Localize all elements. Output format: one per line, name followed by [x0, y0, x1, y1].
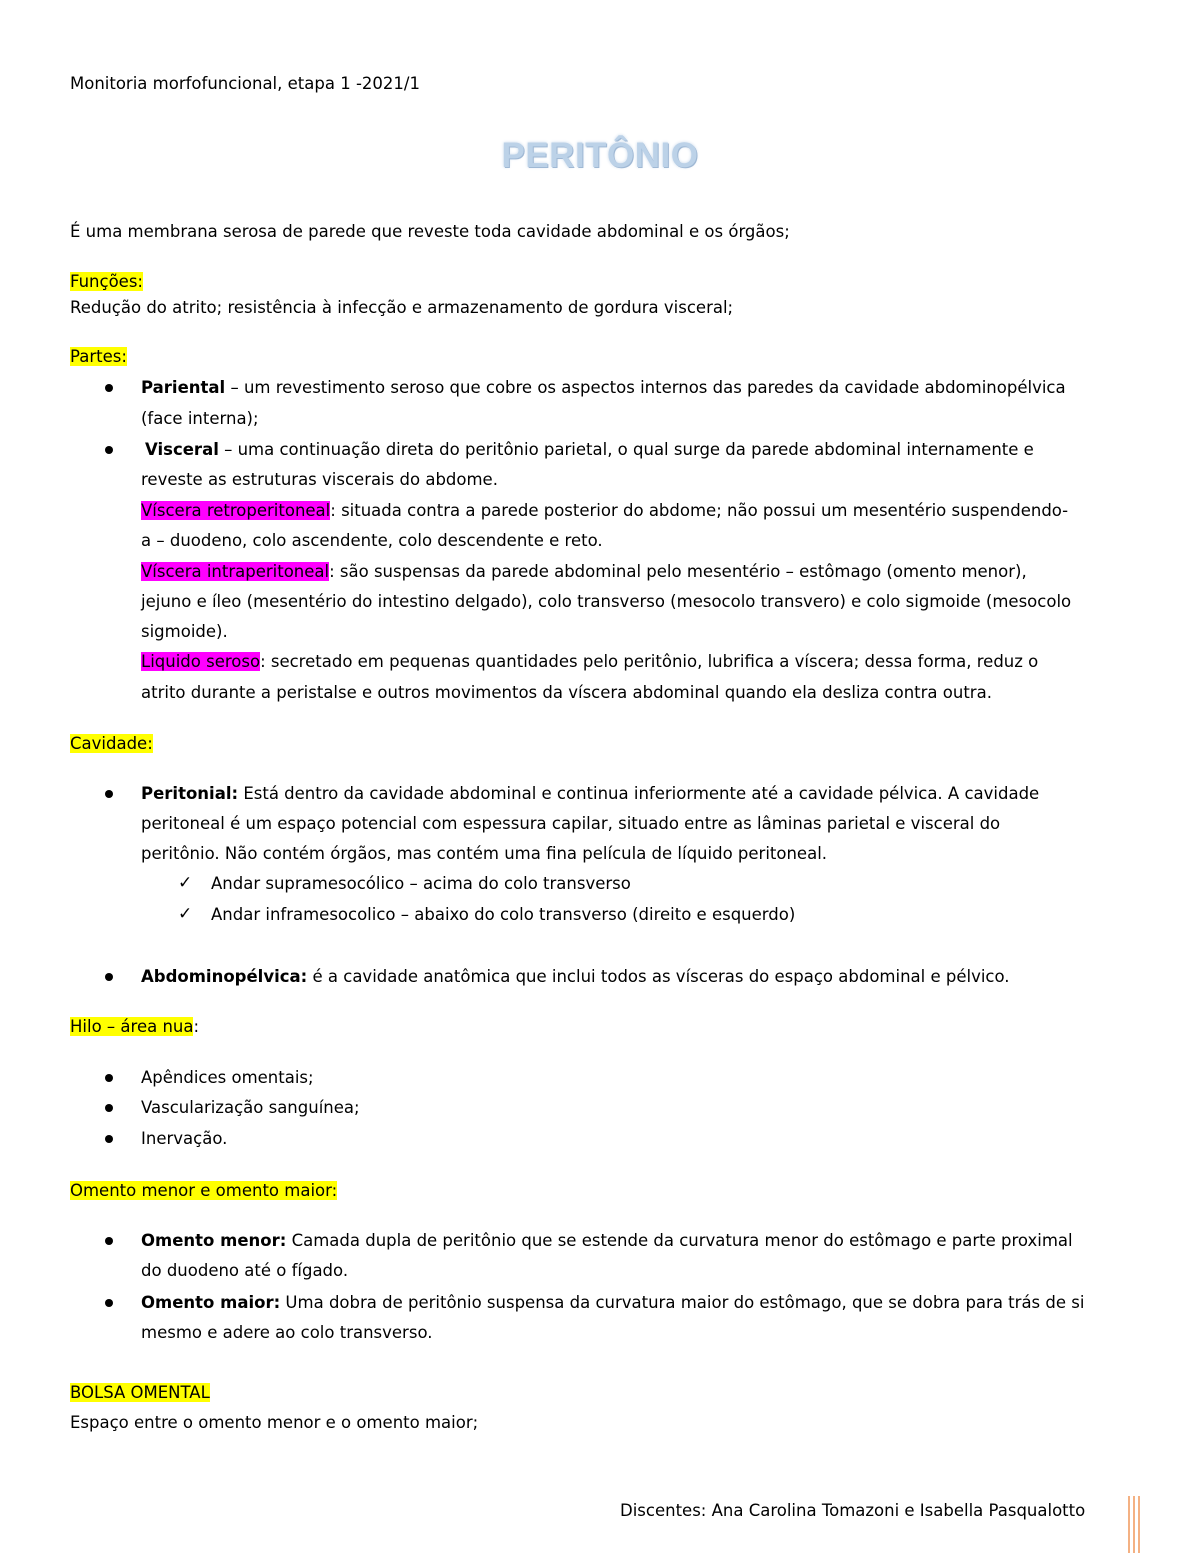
omento-heading-label: Omento menor e omento maior:	[70, 1181, 338, 1200]
check-item-1: Andar supramesocólico – acima do colo transverso	[211, 874, 631, 893]
liquido-term: Liquido seroso	[141, 652, 261, 671]
hilo-heading-colon: :	[193, 1017, 200, 1036]
abdominopelvica-term: Abdominopélvica:	[141, 967, 308, 986]
abdominopelvica-text: é a cavidade anatômica que inclui todos as vísceras do espaço abdominal e pélvico.	[307, 967, 1010, 986]
pariental-line-1	[141, 377, 1066, 399]
intra-line-3: sigmoide).	[141, 622, 228, 641]
bolsa-heading	[70, 1382, 210, 1404]
omento-menor-term: Omento menor:	[141, 1231, 287, 1250]
intra-line-2: jejuno e íleo (mesentério do intestino delgado), colo transverso (mesocolo transvero) e colo sigmoide (mesocolo	[141, 592, 1072, 611]
peritonial-line-2: peritoneal é um espaço potencial com espessura capilar, situado entre as lâminas parietal e visceral do	[141, 814, 1001, 833]
hilo-item: Apêndices omentais;	[141, 1068, 314, 1087]
hilo-heading	[70, 1016, 199, 1038]
intro-text: É uma membrana serosa de parede que reveste toda cavidade abdominal e os órgãos;	[70, 222, 790, 241]
retro-text-1: : situada contra a parede posterior do abdome; não possui um mesentério suspendendo-	[330, 501, 1069, 520]
intra-term: Víscera intraperitoneal	[141, 562, 330, 581]
check-item-2: Andar inframesocolico – abaixo do colo transverso (direito e esquerdo)	[211, 905, 796, 924]
visceral-text-1: – uma continuação direta do peritônio parietal, o qual surge da parede abdominal internamente e	[218, 440, 1034, 459]
omento-menor-text-1: Camada dupla de peritônio que se estende da curvatura menor do estômago e parte proximal	[286, 1231, 1073, 1250]
partes-heading	[70, 346, 127, 368]
intra-text-1: : são suspensas da parede abdominal pelo mesentério – estômago (omento menor),	[329, 562, 1027, 581]
bullet-icon	[105, 384, 113, 392]
retro-term: Víscera retroperitoneal	[141, 501, 331, 520]
cavidade-heading	[70, 733, 153, 755]
footer-authors: Discentes: Ana Carolina Tomazoni e Isabella Pasqualotto	[620, 1501, 1086, 1520]
liquido-line-1	[141, 651, 1038, 673]
pariental-line-2: (face interna);	[141, 409, 259, 428]
hilo-heading-label: Hilo – área nua	[70, 1017, 194, 1036]
checkmark-icon: ✓	[178, 873, 193, 893]
decorative-bar	[1128, 1496, 1130, 1553]
visceral-line-2: reveste as estruturas viscerais do abdome.	[141, 470, 498, 489]
funcoes-text: Redução do atrito; resistência à infecção e armazenamento de gordura visceral;	[70, 298, 734, 317]
retro-line-1	[141, 500, 1068, 522]
liquido-text-1: : secretado em pequenas quantidades pelo peritônio, lubrifica a víscera; dessa forma, reduz o	[260, 652, 1039, 671]
peritonial-term: Peritonial:	[141, 784, 239, 803]
document-header: Monitoria morfofuncional, etapa 1 -2021/1	[70, 74, 420, 93]
bullet-icon	[105, 973, 113, 981]
peritonial-text-1: Está dentro da cavidade abdominal e continua inferiormente até a cavidade pélvica. A cavidade	[238, 784, 1040, 803]
bullet-icon	[105, 1135, 113, 1143]
partes-heading-label: Partes:	[70, 347, 127, 366]
bullet-icon	[105, 1104, 113, 1112]
bolsa-text: Espaço entre o omento menor e o omento maior;	[70, 1413, 479, 1432]
bullet-icon	[105, 1074, 113, 1082]
visceral-term: Visceral	[145, 440, 219, 459]
cavidade-heading-label: Cavidade:	[70, 734, 153, 753]
funcoes-heading-label: Funções:	[70, 272, 143, 291]
pariental-term: Pariental	[141, 378, 226, 397]
abdominopelvica-line	[141, 966, 1010, 988]
retro-line-2: a – duodeno, colo ascendente, colo descendente e reto.	[141, 531, 603, 550]
omento-menor-line-1	[141, 1230, 1073, 1252]
bolsa-heading-label: BOLSA OMENTAL	[70, 1383, 210, 1402]
omento-maior-text-1: Uma dobra de peritônio suspensa da curvatura maior do estômago, que se dobra para trás de si	[280, 1293, 1085, 1312]
omento-maior-line-2: mesmo e adere ao colo transverso.	[141, 1323, 433, 1342]
bullet-icon	[105, 790, 113, 798]
bullet-icon	[105, 446, 113, 454]
pariental-text-1: – um revestimento seroso que cobre os aspectos internos das paredes da cavidade abdominopélvica	[225, 378, 1066, 397]
funcoes-heading	[70, 271, 143, 293]
omento-menor-line-2: do duodeno até o fígado.	[141, 1261, 349, 1280]
intra-line-1	[141, 561, 1027, 583]
bullet-icon	[105, 1237, 113, 1245]
liquido-line-2: atrito durante a peristalse e outros movimentos da víscera abdominal quando ela desliza contra outra.	[141, 683, 992, 702]
omento-maior-term: Omento maior:	[141, 1293, 281, 1312]
hilo-item: Inervação.	[141, 1129, 228, 1148]
checkmark-icon: ✓	[178, 904, 193, 924]
decorative-bar	[1133, 1496, 1135, 1553]
peritonial-line-3: peritônio. Não contém órgãos, mas contém uma fina película de líquido peritoneal.	[141, 844, 828, 863]
hilo-item: Vascularização sanguínea;	[141, 1098, 360, 1117]
omento-maior-line-1	[141, 1292, 1084, 1314]
omento-heading	[70, 1180, 337, 1202]
visceral-line-1	[145, 439, 1034, 461]
decorative-bar	[1138, 1496, 1140, 1553]
page-title: PERITÔNIO	[501, 136, 699, 175]
peritonial-line-1	[141, 783, 1039, 805]
bullet-icon	[105, 1299, 113, 1307]
